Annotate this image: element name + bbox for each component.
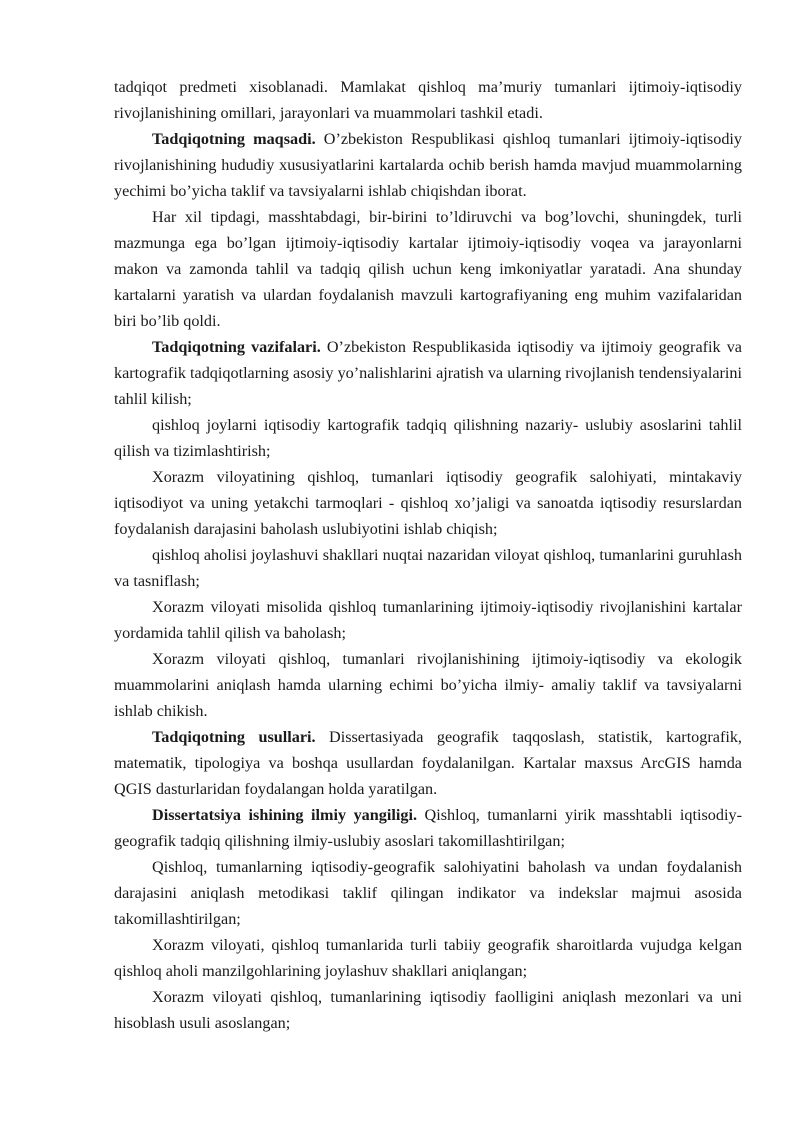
- paragraph: [114, 646, 742, 724]
- paragraph: [114, 932, 742, 984]
- paragraph-text: Qishloq, tumanlarni yirik masshtabli iqtisodiy-geografik tadqiq qilishning ilmiy-uslubiy asoslari takomillashtirilgan;: [114, 806, 742, 850]
- paragraph-text: qishloq joylarni iqtisodiy kartografik tadqiq qilishning nazariy- uslubiy asoslarini tahlil qilish va tizimlashtirish;: [114, 416, 742, 460]
- paragraph-text: Xorazm viloyati misolida qishloq tumanlarining ijtimoiy-iqtisodiy rivojlanishini kartalar yordamida tahlil qilish va baholash;: [114, 598, 742, 642]
- paragraph-heading: Tadqiqotning maqsadi.: [152, 130, 316, 148]
- paragraph-text: qishloq aholisi joylashuvi shakllari nuqtai nazaridan viloyat qishloq, tumanlarini guruhlash va tasniflash;: [114, 546, 742, 590]
- paragraph-heading: Tadqiqotning usullari.: [152, 728, 316, 746]
- paragraph: [114, 984, 742, 1036]
- paragraph-text: Xorazm viloyati, qishloq tumanlarida turli tabiiy geografik sharoitlarda vujudga kelgan qishloq aholi manzilgohlarining joylashuv shakllari aniqlangan;: [114, 936, 742, 980]
- paragraph-research-goal: [114, 126, 742, 204]
- paragraph-text: Xorazm viloyati qishloq, tumanlarining iqtisodiy faolligini aniqlash mezonlari va uni hisoblash usuli asoslangan;: [114, 988, 742, 1032]
- paragraph-scientific-novelty: [114, 802, 742, 854]
- paragraph: [114, 204, 742, 334]
- paragraph-text: Xorazm viloyati qishloq, tumanlari rivojlanishining ijtimoiy-iqtisodiy va ekologik muammolarini aniqlash hamda ularning echimi bo’yicha ilmiy- amaliy taklif va tavsiyalarni ishlab chikish.: [114, 650, 742, 720]
- paragraph: [114, 854, 742, 932]
- paragraph-text: Dissertasiyada geografik taqqoslash, statistik, kartografik, matematik, tipologiya va boshqa usullardan foydalanilgan. Kartalar maxsus ArcGIS hamda QGIS dasturlaridan foydalangan holda yaratilgan.: [114, 728, 742, 798]
- paragraph-text: Har xil tipdagi, masshtabdagi, bir-birini to’ldiruvchi va bog’lovchi, shuningdek, turli mazmunga ega bo’lgan ijtimoiy-iqtisodiy kartalar ijtimoiy-iqtisodiy voqea va jarayonlarni makon va zamonda tahlil va tadqiq qilish uchun keng imkoniyatlar yaratadi. Ana shunday kartalarni yaratish va ulardan foydalanish mavzuli kartografiyaning eng muhim vazifalaridan biri bo’lib qoldi.: [114, 208, 742, 330]
- paragraph-text: O’zbekiston Respublikasida iqtisodiy va ijtimoiy geografik va kartografik tadqiqotlarning asosiy yo’nalishlarini ajratish va ularning rivojlanish tendensiyalarini tahlil kilish;: [114, 338, 742, 408]
- paragraph-text: Qishloq, tumanlarning iqtisodiy-geografik salohiyatini baholash va undan foydalanish darajasini aniqlash metodikasi taklif qilingan indikator va indekslar majmui asosida takomillashtirilgan;: [114, 858, 742, 928]
- paragraph-heading: Tadqiqotning vazifalari.: [152, 338, 321, 356]
- paragraph-text: O’zbekiston Respublikasi qishloq tumanlari ijtimoiy-iqtisodiy rivojlanishining hududiy xususiyatlarini kartalarda ochib berish hamda mavjud muammolarning yechimi bo’yicha taklif va tavsiyalarni ishlab chiqishdan iborat.: [114, 130, 742, 200]
- paragraph: [114, 594, 742, 646]
- paragraph: [114, 412, 742, 464]
- paragraph-research-methods: [114, 724, 742, 802]
- paragraph: [114, 74, 742, 126]
- paragraph-research-tasks: [114, 334, 742, 412]
- paragraph: [114, 464, 742, 542]
- body-text: [114, 74, 742, 1036]
- paragraph-text: tadqiqot predmeti xisoblanadi. Mamlakat qishloq ma’muriy tumanlari ijtimoiy-iqtisodiy rivojlanishining omillari, jarayonlari va muammolari tashkil etadi.: [114, 78, 742, 122]
- paragraph-heading: Dissertatsiya ishining ilmiy yangiligi.: [152, 806, 417, 824]
- paragraph-text: Xorazm viloyatining qishloq, tumanlari iqtisodiy geografik salohiyati, mintakaviy iqtisodiyot va uning yetakchi tarmoqlari - qishloq xo’jaligi va sanoatda iqtisodiy resurslardan foydalanish darajasini baholash uslubiyotini ishlab chiqish;: [114, 468, 742, 538]
- paragraph: [114, 542, 742, 594]
